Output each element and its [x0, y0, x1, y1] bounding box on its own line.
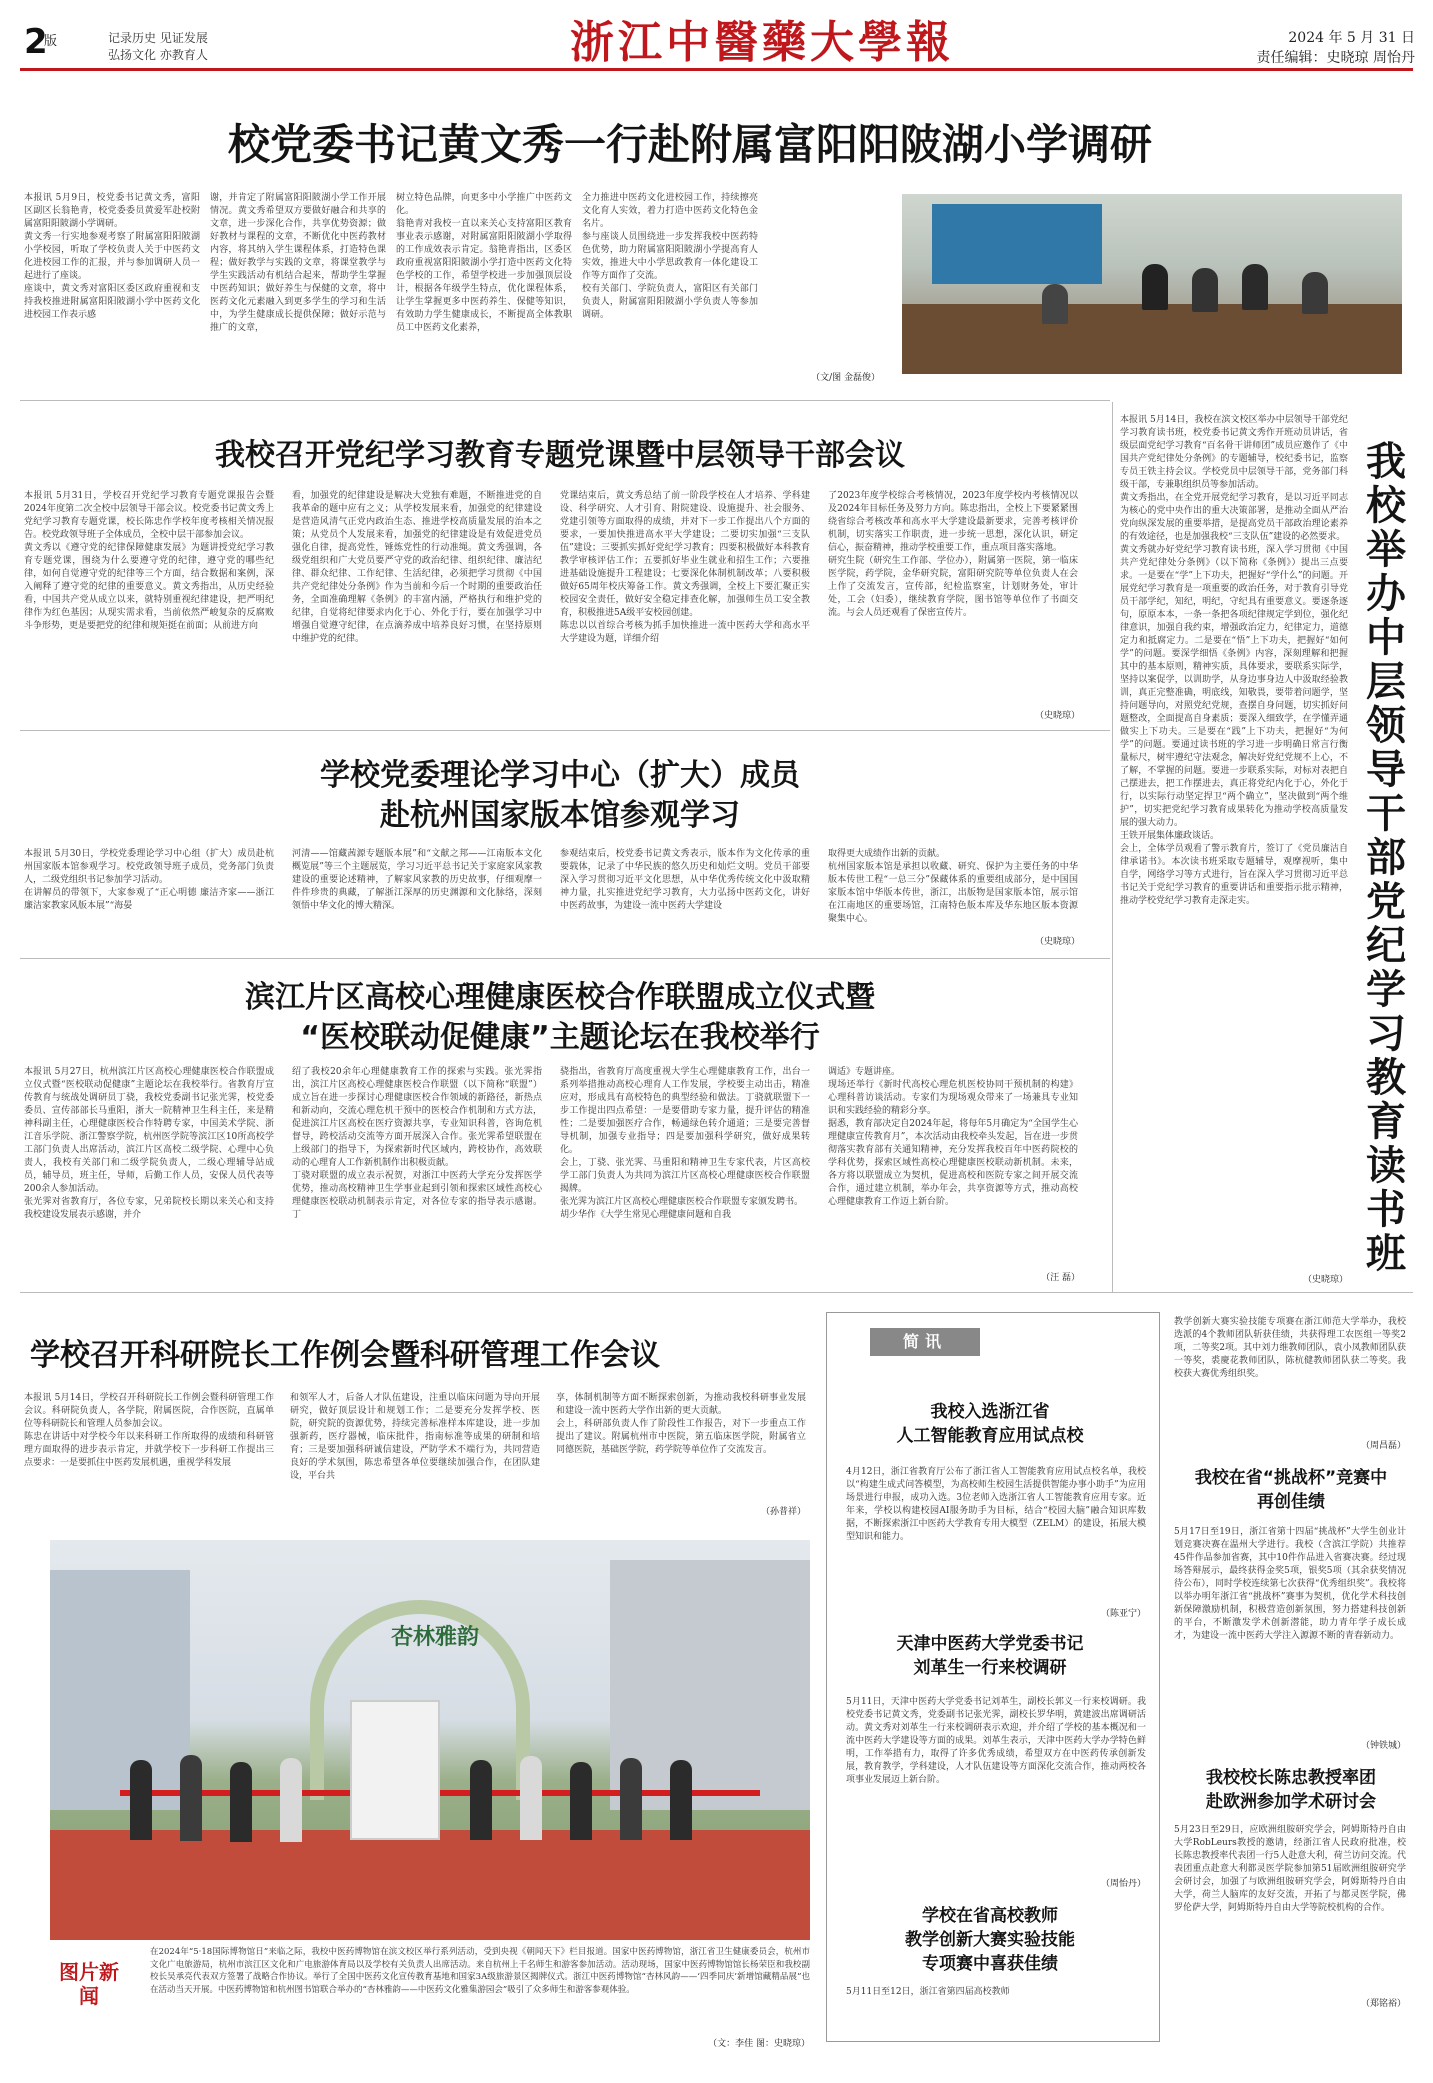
article-3-title-line-1: 学校党委理论学习中心（扩大）成员: [320, 758, 800, 793]
sidebar-article-headline: 我校举办中层领导干部党纪学习教育读书班: [1366, 439, 1406, 1277]
article-5-col-3: 享，体制机制等方面不断探索创新，为推动我校科研事业发展和建设一流中医药大学作出新的更大贡献。 会上，科研部负责人作了阶段性工作报告，对下一步重点工作提出了建议。附属杭州市中医院，第五临床医学院，附属省立同德医院，基础医学院，药学院等单位作了交流发言。: [556, 1393, 806, 1455]
brief-1-body: 4月12日，浙江省教育厅公布了浙江省人工智能教育应用试点校名单，我校以“构建生成式问答模型，为高校师生校园生活提供智能办事小助手”为应用场景进行申报，成功入选。3位老师入选浙江省人工智能教育应用专家。近年来，学校以构建校园AI服务助手为目标，结合“校园大脑”融合知识库数据，不断探索浙江中医药大学教育专用大模型（ZELM）的建设，拓展大模型知识和能力。: [846, 1467, 1146, 1542]
masthead-rule: [20, 68, 1413, 71]
article-5-col-1: 本报讯 5月14日，学校召开科研院长工作例会暨科研管理工作会议。科研院负责人，各学院，附属医院，合作医院，直属单位等科研院长和管理人员参加会议。 陈忠在讲话中对学校今年以来科研工作所取得的成绩和科研管理方面取得的进步表示肯定，并就学校下一步科研工作提出三点要求：一是要抓住中医药发展机遇，重视学科发展: [24, 1393, 274, 1468]
article-4-headline: [40, 978, 1080, 1058]
brief-4-body: 5月17日至19日，浙江省第十四届“挑战杯”大学生创业计划竞赛决赛在温州大学进行。我校（含滨江学院）共推荐45件作品参加省赛，其中10件作品进入省赛决赛。经过现场答辩展示，最终获得金奖5项，银奖5项（其余获奖情况待公布），同时学校连续第七次获得“优秀组织奖”。我校将以举办明年浙江省“挑战杯”赛事为契机，优化学术科技创新保障激励机制，积极营造创新氛围，努力搭建科技创新的平台，不断激发学术创新潜能，助力青年学子成长成才，为建设一流中医药大学注入源源不断的青春新动力。: [1174, 1527, 1406, 1641]
building-left: [50, 1570, 190, 1810]
red-carpet: [50, 1830, 810, 1940]
brief-3-title: 学校在省高校教师 教学创新大赛实验技能 专项赛中喜获佳绩: [905, 1906, 1075, 1974]
divider: [20, 730, 1110, 731]
article-4-col-1: 本报讯 5月27日，杭州滨江片区高校心理健康医校合作联盟成立仪式暨“医校联动促健康”主题论坛在我校举行。省教育厅宣传教育与统战处调研员丁骁，我校党委副书记张光霁，校党委委员、宣传部部长马重阳，浙大一院精神卫生科主任，来是精神科副主任，心理健康医校合作特聘专家，中国美术学院、浙江音乐学院、浙江警察学院，杭州医学院等滨江区10所高校学工部门负责人出席活动，滨江片区高校二级学院、心理中心负责人，我校有关部门和二级学院负责人，二级心理辅导站成员，辅导员，班主任，导师，后勤工作人员，安保人员代表等200余人参加活动。 张光霁对省教育厅，各位专家，兄弟院校长期以来关心和支持我校建设发展表示感谢，并介: [24, 1067, 274, 1220]
brief-1-signature: （陈亚宁）: [1100, 1609, 1146, 1619]
article-5-headline: 学校召开科研院长工作例会暨科研管理工作会议: [30, 1338, 660, 1373]
article-3-col-1: 本报讯 5月30日，学校党委理论学习中心组（扩大）成员赴杭州国家版本馆参观学习。校党政领导班子成员，党务部门负责人，二级党组织书记参加学习活动。 在讲解员的带领下，大家参观了“正心明德 廉洁齐家——浙江廉洁家教家风版本展”“海晏: [24, 849, 274, 911]
brief-4-title: 我校在省“挑战杯”竞赛中 再创佳绩: [1194, 1468, 1388, 1512]
article-4-title-line-2: “医校联动促健康”主题论坛在我校举行: [300, 1020, 820, 1055]
article-1-col-4: 全力推进中医药文化进校园工作，持续擦亮文化育人实效，着力打造中医药文化特色金名片。 参与座谈人员围绕进一步发挥我校中医药特色优势，助力附属富阳阳陂湖小学提高育人实效，推进大中小学思政教育一体化建设工作等方面作了交流。 校有关部门、学院负责人，富阳区有关部门负责人，附属富阳阳陂湖小学负责人等参加调研。: [582, 193, 758, 320]
paper-title: 浙江中醫藥大學報: [570, 17, 954, 68]
article-5-col-2: 和领军人才，后备人才队伍建设，注重以临床问题为导向开展研究，做好顶层设计和规划工作；二是要充分发挥学校、医院，研究院的资源优势，持续完善标准样本库建设，进一步加强新药，医疗器械，临床批件，指南标准等成果的研制和培育；三是要加强科研诚信建设，严防学术不端行为，共同营造良好的学术氛围，陈忠希望各单位要继续加强合作，在团队建设，平台共: [290, 1393, 540, 1481]
arch-sign-text: 杏林雅韵: [390, 1624, 479, 1650]
article-3-col-4: 取得更大成绩作出新的贡献。 杭州国家版本馆是承担以收藏、研究、保护为主要任务的中华版本传世工程“一总三分”保藏体系的重要组成部分，是中国国家版本馆中华版本传世，浙江，出版物是国家版本馆，展示馆在江南地区的重要场馆，江南特色版本库及华东地区版本资源聚集中心。: [828, 849, 1078, 924]
brief-5-title: 我校校长陈忠教授率团 赴欧洲参加学术研讨会: [1206, 1768, 1376, 1812]
article-4-col-3: 骁指出，省教育厅高度重视大学生心理健康教育工作，出台一系列举措推动高校心理育人工作发展，学校要主动出击，精准应对，形成具有高校特色的典型经验和做法。丁骁就联盟下一步工作提出四点希望：一是要借助专家力量，提升评估的精准性；二是要加强医疗合作，畅通绿色转介通道；三是要完善督导机制，加强专业指导；四是要加强科学研究，做好成果转化。 会上，丁骁、张光霁、马重阳和精神卫生专家代表，片区高校学工部门负责人为共同为滨江片区高校心理健康医校合作联盟揭牌。 张光霁为滨江片区高校心理健康医校合作联盟专家颁发聘书。 胡少华作《大学生常见心理健康问题和自我: [560, 1067, 810, 1220]
brief-4-signature: （钟铁城）: [1360, 1741, 1406, 1751]
brief-5-body: 5月23日至29日，应欧洲组胺研究学会，阿姆斯特丹自由大学RobLeurs教授的邀请，经浙江省人民政府批准，校长陈忠教授率代表团一行5人赴意大利，荷兰访问交流。代表团重点赴意大利都灵医学院参加第51届欧洲组胺研究学会研讨会，加强了与欧洲组胺研究学会，阿姆斯特丹自由大学，荷兰人脑库的友好交流，开拓了与都灵医学院，佛罗伦萨大学，阿姆斯特丹自由大学等院校机构的合作。: [1174, 1825, 1406, 1913]
briefs-tag: 简讯: [870, 1328, 980, 1356]
brief-2-signature: （周怡丹）: [1100, 1879, 1146, 1889]
page-suffix: 版: [44, 34, 58, 49]
divider: [20, 1292, 1413, 1293]
article-3-col-3: 参观结束后，校党委书记黄文秀表示，版本作为文化传承的重要载体，记录了中华民族的悠久历史和灿烂文明。党员干部要深入学习贯彻习近平文化思想，从中华优秀传统文化中汲取精神力量，扎实推进党纪学习教育，大力弘扬中医药文化，讲好中医药故事，为建设一流中医药大学建设: [560, 849, 810, 911]
article-1-signature: （文/图 金磊俊）: [811, 373, 880, 383]
masthead-info: [1257, 28, 1415, 68]
brief-1-title: 我校入选浙江省 人工智能教育应用试点校: [896, 1402, 1084, 1446]
motto-line-2: 弘扬文化 亦教育人: [108, 48, 208, 62]
brief-3-body: 5月11日至12日，浙江省第四届高校教师: [846, 1987, 1010, 1997]
article-2-signature: （史晓琼）: [1034, 711, 1080, 721]
meeting-photo: [902, 194, 1402, 374]
article-3-headline: [40, 756, 1080, 836]
article-3-col-2: 河清——馆藏茜源专题版本展”和“文献之邦——江南版本文化概览展”等三个主题展览，学习习近平总书记关于家庭家风家教建设的重要论述精神，了解家风家教的历史故事，仔细观摩一件件珍贵的典藏，了解浙江深厚的历史渊源和文化脉络，深刻领悟中华文化的博大精深。: [292, 849, 542, 911]
article-3-title-line-2: 赴杭州国家版本馆参观学习: [380, 798, 740, 833]
brief-2-title: 天津中医药大学党委书记 刘革生一行来校调研: [896, 1634, 1084, 1678]
brief-3-body-cont: 教学创新大赛实验技能专项赛在浙江师范大学举办，我校选派的4个教师团队斩获佳绩，共获得理工农医组一等奖2项，二等奖2项。其中刘力维教师团队，袁小凤教师团队获一等奖，裘慶花教师团队，陈杭健教师团队获二等奖。我校获大赛优秀组织奖。: [1174, 1317, 1406, 1379]
divider: [20, 400, 1110, 401]
article-3-signature: （史晓琼）: [1034, 937, 1080, 947]
sidebar-article-body: 本报讯 5月14日，我校在滨文校区举办中层领导干部党纪学习教育读书班，校党委书记黄文秀作开班动员讲话，省级层面党纪学习教育“百名骨干讲师团”成员应邀作了《中国共产党纪律处分条例》的专题辅导，校纪委书记，监察专员王铁主持会议。学校党员中层领导干部，党务部门科级干部，专兼职组织员等参加活动。 黄文秀指出，在全党开展党纪学习教育，是以习近平同志为核心的党中央作出的重大决策部署，是推动全面从严治党向纵深发展的重要举措，是提高党员干部政治理论素养的有效途径，也是加强我校“三支队伍”建设的必然要求。 黄文秀就办好党纪学习教育读书班，深入学习贯彻《中国共产党纪律处分条例》（以下简称《条例》）提出三点要求。一是要在“学”上下功夫，把握好“学什么”的问题。开展党纪学习教育是一项重要的政治任务，对于教育引导党员干部学纪，知纪，明纪，守纪具有重要意义。要逐条逐句，原原本本，一条一条把各项纪律规定学到位，强化纪律意识，加强自我约束，增强政治定力，纪律定力，道德定力和抵腐定力。二是要在“悟”上下功夫，把握好“如何学”的问题。要深学细悟《条例》内容，深刻理解和把握其中的基本原则，精神实质，具体要求，要联系实际学，坚持以案促学，以训助学，从身边事身边人中汲取经验教训，真正完整准确，明底线，知敬畏，要带着问题学，坚持问题导向，对照党纪党规，查摆自身问题，切实抓好问题整改，全面提高自身素质；要深入细致学，在学懂弄通做实上下功夫。三是要在“践”上下功夫，把握好“为何学”的问题。要通过读书班的学习进一步明确日常言行衡量标尺，树牢遵纪守法观念，解决好党纪党规不上心，不了解，不掌握的问题。要进一步联系实际，对标对表把自己摆进去，把工作摆进去，真正将党纪内化于心，外化于行，以实际行动坚定捍卫“两个确立”，坚决做到“两个维护”，切实把党纪学习教育成果转化为推动学校高质量发展的强大动力。 王铁开展集体廉政谈话。 会上，全体学员观看了警示教育片，签订了《党员廉洁自律承诺书》。本次读书班采取专题辅导，观摩视听，集中自学，网络学习等方式进行，旨在深入学习贯彻习近平总书记关于党纪学习教育的重要讲话和重要指示批示精神，推动学校党纪学习教育走深走实。: [1120, 415, 1348, 906]
column-divider: [1112, 402, 1113, 1292]
editors: 责任编辑：史晓琼 周怡丹: [1256, 50, 1415, 66]
article-4-signature: （汪 磊）: [1041, 1273, 1080, 1283]
brief-5-signature: （郑铭裕）: [1360, 1999, 1406, 2009]
article-2-col-4: 了2023年度学校综合考核情况，2023年度学校内考核情况以及2024年目标任务及努力方向。陈忠指出，全校上下要紧紧围绕省综合考核改革和高水平大学建设最新要求，完善考核评价机制，切实落实工作职责，进一步统一思想，深化认识，研定信心，振奋精神，推动学校重要工作，重点项目落实落地。 研究生院（研究生工作部、学位办），附属第一医院，第一临床医学院，药学院，金华研究院，富阳研究院等单位负责人在会上作了交流发言，宣传部，纪检监察室，计划财务处，审计处，工会（妇委），继续教育学院，图书馆等单位作了书面交流。与会人员还观看了保密宣传片。: [828, 491, 1078, 618]
article-5-signature: （孙普祥）: [760, 1507, 806, 1517]
photo-news-signature: （文：李佳 图：史晓琼）: [708, 2039, 810, 2049]
article-2-col-3: 党课结束后，黄文秀总结了前一阶段学校在人才培养、学科建设、科学研究、人才引育、附院建设、设施提升、社会服务、党建引领等方面取得的成绩，并对下一步工作提出八个方面的要求，一要加快推进高水平大学建设；二要切实加强“三支队伍”建设；三要抓实抓好党纪学习教育；四要积极做好本科教育教学审核评估工作；五要抓好毕业生就业和招生工作；六要推进基础设施提升工程建设；七要深化体制机制改革；八要积极做好65周年校庆筹备工作。黄文秀强调，全校上下要汇聚正实校园安全责任，做好安全稳定排查化解，加强师生员工安全教育，积极推进5A级平安校园创建。 陈忠以以首综合考核为抓手加快推进一流中医药大学和高水平大学建设为题，详细介绍: [560, 491, 810, 644]
article-1-col-2: 谢，并肯定了附属富阳阳陂湖小学工作开展情况。黄文秀希望双方要做好融合和共享的文章，进一步深化合作，共享优势资源；做好教材与课程的文章，不断优化中医药教材内容，将其纳入学生课程体系，打造特色课程；做好教学与实践的文章，将课堂教学与学生实践活动有机结合起来，帮助学生掌握中医药知识；做好养生与保健的文章，将中医药文化元素融入到更多学生的学习和生活中，为学生健康成长提供保障；做好示范与推广的文章，: [210, 193, 386, 333]
masthead-motto: [108, 30, 208, 64]
meeting-table: [902, 304, 1402, 374]
article-2-col-1: 本报讯 5月31日，学校召开党纪学习教育专题党课报告会暨2024年度第二次全校中层领导干部会议。校党委书记黄文秀上党纪学习教育专题党课，校长陈忠作学校年度考核相关情况报告。校党政领导班子全体成员，全校中层干部参加会议。 黄文秀以《遵守党的纪律保障健康发展》为题讲授党纪学习教育专题党课，围绕为什么要遵守党的纪律，遵守党的哪些纪律，如何自觉遵守党的纪律等三个方面，结合数据和案例，深入阐释了遵守党的纪律的重要意义。黄文秀指出，从历史经验看，中国共产党从成立以来，就特别重视纪律建设，把严明纪律作为红色基因；从现实需求看，当前依然严峻复杂的反腐败斗争形势，更是要把党的纪律和规矩挺在前面；从前进方向: [24, 491, 274, 631]
motto-line-1: 记录历史 见证发展: [108, 31, 208, 45]
photo-news-caption: 在2024年“5·18国际博物馆日”来临之际，我校中医药博物馆在滨文校区举行系列活动，受到央视《朝闻天下》栏目报道。国家中医药博物馆，浙江省卫生健康委员会，杭州市文化广电旅游局，杭州市滨江区文化和广电旅游体育局以及学校有关负责人出席活动。来自杭州上千名师生和游客参加活动。活动现场，国家中医药博物馆馆长杨荣臣和我校副校长吴承亮代表双方签署了战略合作协议。举行了全国中医药文化宣传教育基地和国家3A级旅游景区揭牌仪式。浙江中医药博物馆“杏林风韵——‘四季同庆’新增馆藏精品展”也在活动当天开展。中医药博物馆和杭州图书馆联合举办的“杏林雅韵——中医药文化雅集游园会”吸引了众多师生和游客参观体验。: [150, 1947, 810, 1995]
issue-date: 2024 年 5 月 31 日: [1288, 30, 1415, 46]
article-1-col-1: 本报讯 5月9日，校党委书记黄文秀，富阳区副区长翁艳青，校党委委员黄爱军赴校附属富阳阳陂湖小学调研。 黄文秀一行实地参观考察了附属富阳阳陂湖小学校园，听取了学校负责人关于中医药文化进校园工作的汇报，并与参加调研人员一起进行了座谈。 座谈中，黄文秀对富阳区委区政府重视和支持我校推进附属富阳阳陂湖小学中医药文化进校园工作表示感: [24, 193, 200, 320]
brief-3-signature: （周昌磊）: [1360, 1441, 1406, 1451]
display-board: [350, 1700, 440, 1840]
article-2-headline: 我校召开党纪学习教育专题党课暨中层领导干部会议: [215, 438, 905, 473]
sidebar-article-signature: （史晓琼）: [1302, 1275, 1348, 1285]
projection-screen: [932, 204, 1102, 284]
ribbon: [120, 1790, 760, 1796]
article-4-col-2: 绍了我校20余年心理健康教育工作的探索与实践。张光霁指出，滨江片区高校心理健康医校合作联盟（以下简称“联盟”）成立旨在进一步探讨心理健康医校合作领域的新路径，新热点和新动向，交流心理危机干预中的医校合作机制和方式方法，促进滨江片区高校在医疗资源共享，专业知识科普，咨询危机督导，跨校活动交流等方面开展深入合作。张光霁希望联盟在上级部门的指导下，为探索新时代区域内，跨校协作，高效联动的心理育人工作新机制作出积极贡献。 丁骁对联盟的成立表示祝贺，对浙江中医药大学充分发挥医学优势，推动高校精神卫生学事业起到引领和探索区域性高校心理健康医校联动机制表示肯定，对各位专家的指导表示感谢。丁: [292, 1067, 542, 1220]
photo-news-image: [50, 1540, 810, 1940]
article-2-col-2: 看，加强党的纪律建设是解决大党独有难题，不断推进党的自我革命的题中应有之义；从学校发展来看，加强党的纪律建设是营造风清气正党内政治生态、推进学校高质量发展的治本之策；从党员个人发展来看，加强党的纪律建设是有效促进党员强化自律，提高党性，锤炼党性的行动准绳。黄文秀强调，各级党组织和广大党员要严守党的政治纪律、组织纪律、廉洁纪律、群众纪律、工作纪律、生活纪律，必须把学习贯彻《中国共产党纪律处分条例》作为当前和今后一个时期的重要政治任务，全面准确理解《条例》的丰富内涵，严格执行和维护党的纪律，自觉将纪律要求内化于心、外化于行，要在加强学习中增强自觉遵守纪律，在点滴养成中培养良好习惯，在坚持原则中维护党的纪律。: [292, 491, 542, 644]
article-1-col-3: 树立特色品牌，向更多中小学推广中医药文化。 翁艳青对我校一直以来关心支持富阳区教育事业表示感谢，对附属富阳阳陂湖小学取得的工作成效表示肯定。翁艳青指出，区委区政府重视富阳阳陂湖小学打造中医药文化特色学校的工作，希望学校进一步加强顶层设计，根据各年级学生特点，优化课程体系，让学生掌握更多中医药养生、保健等知识，有效助力学生健康成长，不断提高全体教职员工中医药文化素养，: [396, 193, 572, 333]
article-1-headline: 校党委书记黄文秀一行赴附属富阳阳陂湖小学调研: [227, 120, 1152, 169]
brief-2-body: 5月11日，天津中医药大学党委书记刘革生，副校长郭义一行来校调研。我校党委书记黄文秀，党委副书记张光霁，副校长罗华明，黄建波出席调研活动。黄文秀对刘革生一行来校调研表示欢迎，并介绍了学校的基本概况和一流中医药大学建设等方面的成果。刘革生表示，天津中医药大学办学特色鲜明，工作举措有力，取得了许多优秀成绩，希望双方在中医药传承创新发展，教育教学，学科建设，人才队伍建设等方面深化交流合作，推动两校各项事业发展迈上新台阶。: [846, 1697, 1146, 1785]
article-4-title-line-1: 滨江片区高校心理健康医校合作联盟成立仪式暨: [245, 980, 875, 1015]
photo-news-tag: 图片新闻: [59, 1960, 119, 2008]
article-4-col-4: 调适》专题讲座。 现场还举行《新时代高校心理危机医校协同干预机制的构建》心理科普访谈活动。专家们为现场观众带来了一场兼具专业知识和实践经验的精彩分享。 据悉，教育部决定自2024年起，将每年5月确定为“全国学生心理健康宣传教育月”，本次活动由我校牵头发起，旨在进一步贯彻落实教育部有关通知精神，充分发挥我校百年中医药院校的学科优势，探索区域性高校心理健康医校联动新机制。未来，各方将以联盟成立为契机，促进高校和医院专家之间开展交流合作，通过建立机制，举办年会，共享资源等方式，推动高校心理健康教育工作迈上新台阶。: [828, 1067, 1078, 1207]
divider: [20, 958, 1110, 959]
page-number: 2: [24, 22, 48, 62]
